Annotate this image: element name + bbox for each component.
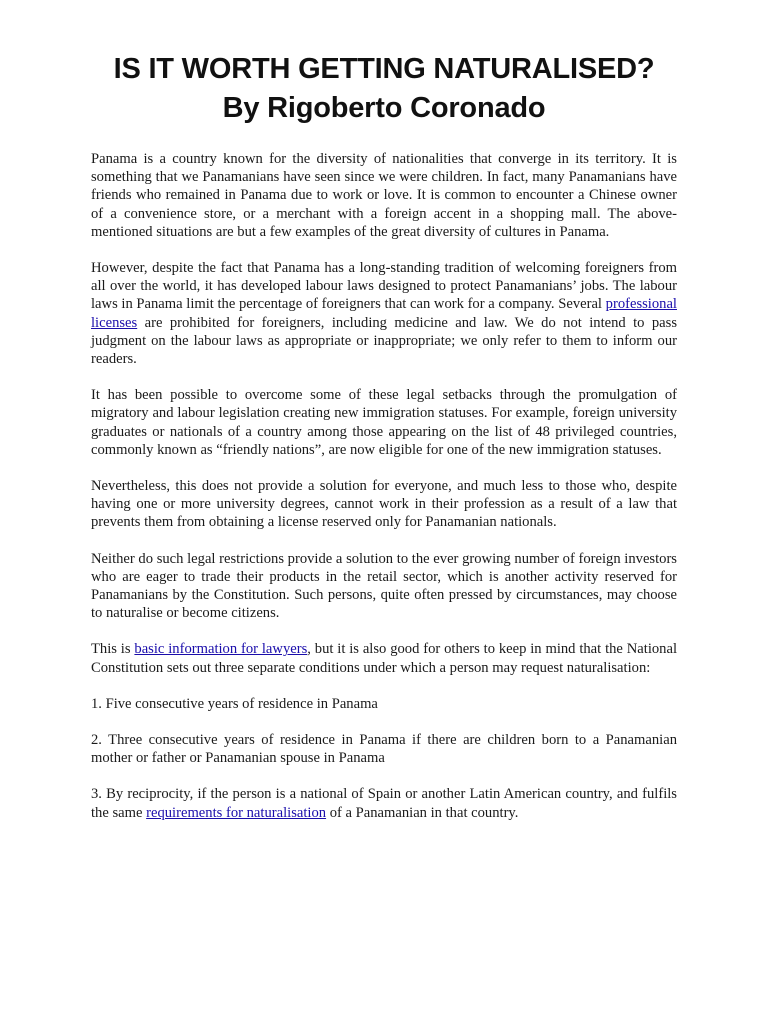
paragraph-text: 3. By reciprocity, if the person is a national of Spain or another Latin American country, and fulfils the same [91, 786, 677, 821]
paragraph-conditions-intro [91, 640, 677, 676]
requirements-naturalisation-link[interactable]: requirements for naturalisation [146, 804, 327, 821]
paragraph-text: of a Panamanian in that country. [326, 804, 519, 821]
document-page [91, 50, 677, 840]
paragraph-foreign-investors: Neither do such legal restrictions provide a solution to the ever growing number of foreign investors who are eager to trade their products in the retail sector, which is another activity reserved for Panamanians by the Constitution. Such persons, quite often pressed by circumstances, may choose to naturalise or become citizens. [91, 550, 677, 622]
basic-information-link[interactable]: basic information for lawyers [134, 641, 308, 658]
paragraph-nevertheless: Nevertheless, this does not provide a solution for everyone, and much less to those who, despite having one or more university degrees, cannot work in their profession as a result of a law that prevents them from obtaining a license reserved only for Panamanian nationals. [91, 478, 677, 531]
title-heading: IS IT WORTH GETTING NATURALISED? [113, 53, 655, 85]
paragraph-labour-laws [91, 259, 677, 368]
article-body [91, 150, 677, 822]
list-item-condition-2: 2. Three consecutive years of residence in Panama if there are children born to a Panamanian mother or father or Panamanian spouse in Panama [91, 732, 677, 767]
article-title [91, 50, 677, 128]
list-item-condition-3 [91, 785, 677, 821]
paragraph-text: are prohibited for foreigners, including medicine and law. We do not intend to pass judgment on the labour laws as appropriate or inappropriate; we only refer to them to inform our readers. [91, 314, 677, 368]
paragraph-immigration-statuses: It has been possible to overcome some of these legal setbacks through the promulgation of migratory and labour legislation creating new immigration statuses. For example, foreign university graduates or nationals of a country among those appearing on the list of 48 privileged countries, commonly known as “friendly nations”, are now eligible for one of the new immigration statuses. [91, 387, 677, 458]
paragraph-text: , but it is also good for others to keep in mind that the National Constitution sets out three separate conditions under which a person may request naturalisation: [91, 641, 678, 676]
professional-licenses-link[interactable]: professional licenses [91, 296, 677, 331]
list-item-condition-1: 1. Five consecutive years of residence in Panama [91, 695, 378, 712]
paragraph-text: However, despite the fact that Panama has a long-standing tradition of welcoming foreigners from all over the world, it has developed labour laws designed to protect Panamanians’ jobs. The labour laws in Panama limit the percentage of foreigners that can work for a company. Several [91, 260, 677, 313]
author-byline: By Rigoberto Coronado [222, 92, 546, 124]
paragraph-diversity: Panama is a country known for the diversity of nationalities that converge in its territory. It is something that we Panamanians have seen since we were children. In fact, many Panamanians have friends who remained in Panama due to work or love. It is common to encounter a Chinese owner of a convenience store, or a merchant with a foreign accent in a shopping mall. The above-mentioned situations are but a few examples of the great diversity of cultures in Panama. [91, 151, 677, 240]
paragraph-text: This is [91, 641, 135, 658]
